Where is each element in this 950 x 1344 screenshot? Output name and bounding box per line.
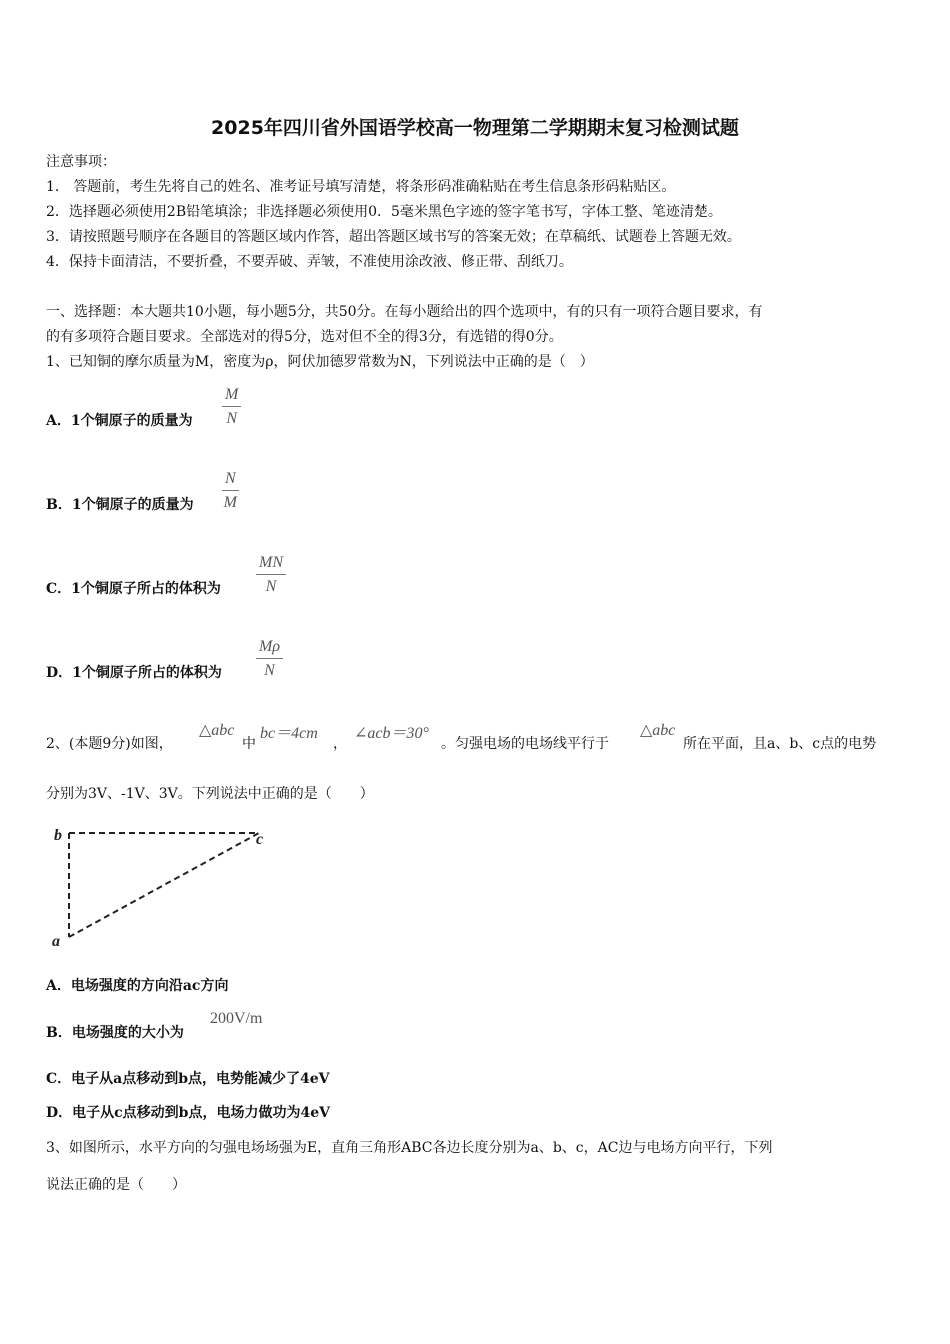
q2-option-d: D．电子从c点移动到b点，电场力做功为4eV [46, 1105, 330, 1121]
q1-option-a: A．1个铜原子的质量为 [46, 413, 193, 429]
q1-option-a-fraction [222, 384, 241, 431]
fraction-numerator: M [222, 384, 241, 407]
fraction-denominator: N [265, 578, 277, 595]
q2-option-b-value: 200V/m [210, 1010, 263, 1027]
q2-prefix: 2、(本题9分)如图， [46, 736, 173, 752]
q2-option-a: A．电场强度的方向沿ac方向 [46, 978, 229, 994]
q2-zhong: 中 [242, 736, 256, 752]
q3-line-1: 3、如图所示，水平方向的匀强电场场强为E，直角三角形ABC各边长度分别为a、b、c，AC边与电场方向平行，下列 [46, 1140, 773, 1156]
page-title: 2025年四川省外国语学校高一物理第二学期期末复习检测试题 [211, 117, 739, 139]
q2-comma: ， [333, 736, 347, 752]
q1-option-d-fraction [256, 636, 283, 683]
q2-triangle-abc: △abc [199, 722, 235, 739]
notice-item-1: 1． 答题前，考生先将自己的姓名、准考证号填写清楚，将条形码准确粘贴在考生信息条形码粘贴区。 [46, 179, 676, 195]
q2-bc-length: bc＝4cm [260, 725, 318, 742]
notice-item-4: 4．保持卡面清洁，不要折叠，不要弄破、弄皱，不准使用涂改液、修正带、刮纸刀。 [46, 254, 573, 270]
notice-item-2: 2．选择题必须使用2B铅笔填涂；非选择题必须使用0．5毫米黑色字迹的签字笔书写，字体工整、笔迹清楚。 [46, 204, 722, 220]
q1-option-d: D．1个铜原子所占的体积为 [46, 665, 222, 681]
fraction-denominator: N [264, 662, 275, 679]
q2-line-2: 分别为3V、-1V、3V。下列说法中正确的是（ ） [46, 786, 374, 802]
q1-option-c: C．1个铜原子所占的体积为 [46, 581, 221, 597]
section-heading-line-2: 的有多项符合题目要求。全部选对的得5分，选对但不全的得3分，有选错的得0分。 [46, 329, 563, 345]
q1-option-b-fraction [222, 468, 239, 515]
q3-line-2: 说法正确的是（ ） [46, 1177, 186, 1193]
q1-option-c-fraction [256, 552, 286, 599]
notice-item-3: 3．请按照题号顺序在各题目的答题区域内作答，超出答题区域书写的答案无效；在草稿纸、试题卷上答题无效。 [46, 229, 741, 245]
fraction-denominator: M [223, 494, 237, 511]
q2-triangle-abc-2: △abc [640, 722, 676, 739]
figure-label-c: c [256, 831, 264, 848]
q2-option-b: B．电场强度的大小为 [46, 1025, 184, 1041]
q1-stem: 1、已知铜的摩尔质量为M，密度为ρ，阿伏加德罗常数为N，下列说法中正确的是（ ） [46, 354, 594, 370]
q2-angle: ∠acb＝30° [354, 725, 429, 742]
figure-edge-ac [69, 833, 259, 937]
figure-label-a: a [52, 933, 60, 950]
section-heading-line-1: 一、选择题：本大题共10小题，每小题5分，共50分。在每小题给出的四个选项中，有的只有一项符合题目要求，有 [46, 304, 763, 320]
q2-suffix: 所在平面，且a、b、c点的电势 [683, 736, 877, 752]
fraction-numerator: N [222, 468, 239, 491]
q1-option-b: B．1个铜原子的质量为 [46, 497, 194, 513]
figure-label-b: b [54, 827, 62, 844]
fraction-denominator: N [226, 410, 237, 427]
notice-heading: 注意事项： [46, 154, 116, 170]
q2-option-c: C．电子从a点移动到b点，电势能减少了4eV [46, 1071, 330, 1087]
q2-mid-text: 。匀强电场的电场线平行于 [441, 736, 609, 752]
q2-triangle-figure [50, 822, 280, 952]
fraction-numerator: Mρ [256, 636, 283, 659]
fraction-numerator: MN [256, 552, 286, 575]
